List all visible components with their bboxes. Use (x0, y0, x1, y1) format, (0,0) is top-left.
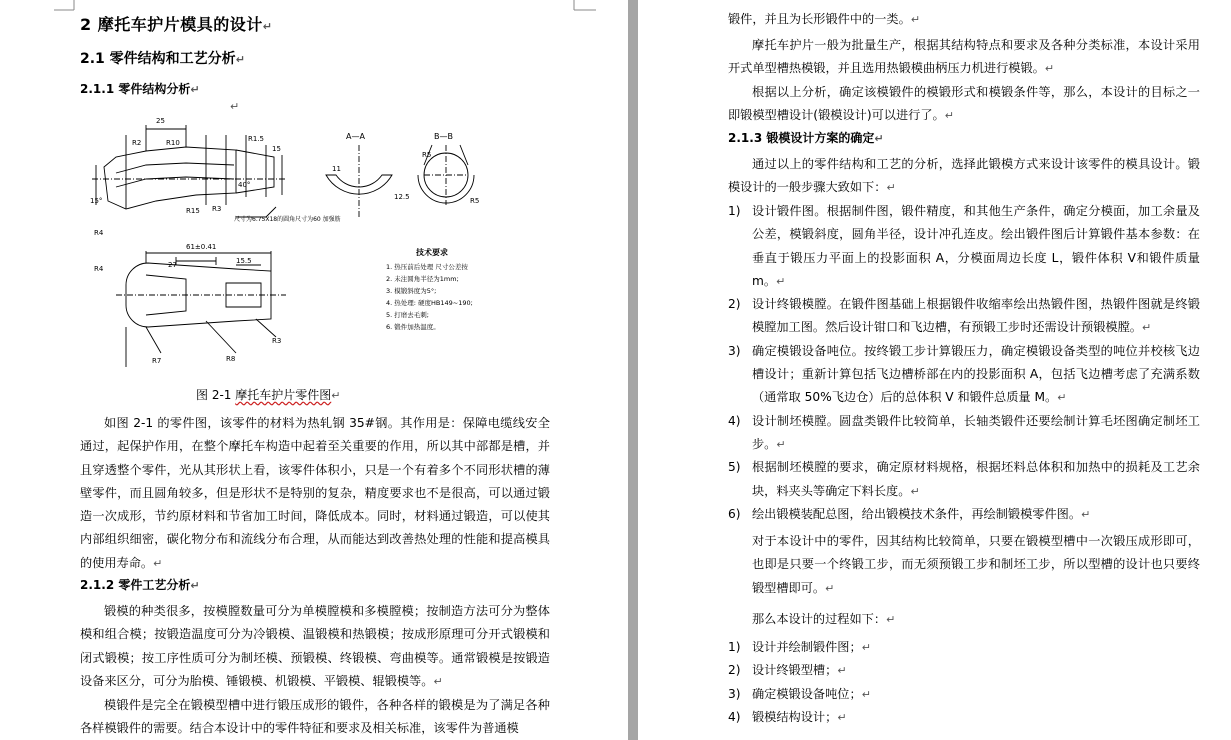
tech-item: 2. 未注圆角半径为1mm; (386, 275, 459, 283)
dim-label: R2 (132, 139, 142, 147)
tech-item: 4. 热处理: 硬度HB149~190; (386, 299, 473, 307)
dim-label: 27 (168, 261, 177, 269)
list-item: 6) 绘出锻模装配总图，给出锻模技术条件，再绘制锻模零件图。↵ (728, 506, 1091, 521)
section-label: A—A (346, 132, 365, 141)
list-item: 3) 确定模锻设备吨位。按终锻工步计算锻压力，确定模锻设备类型的吨位并校核飞边槽设计；重新计算包括飞边槽桥部在内的投影面积 A，包括飞边槽考虑了充满系数（通常取 50%飞边仓）后的总体积 V 和锻件总质量 M。↵ (728, 343, 1200, 405)
part-drawing[interactable] (86, 105, 496, 380)
dim-label: R8 (226, 355, 236, 363)
dim-label: R5 (422, 151, 432, 159)
subsection-heading: 2.1.1 零件结构分析↵ (80, 82, 200, 96)
note-label: 尺寸为6.75X18的圆角尺寸为60 加强筋 (234, 216, 341, 223)
subsection-heading: 2.1.2 零件工艺分析↵ (80, 578, 200, 592)
list-item: 1) 设计并绘制锻件图；↵ (728, 640, 871, 654)
tech-item: 6. 锻件加热温度。 (386, 323, 440, 331)
design-steps-list (728, 200, 1200, 526)
dim-label: R7 (152, 357, 162, 365)
dim-label: 15.5 (236, 257, 252, 265)
process-list (728, 636, 1200, 729)
dim-label: 25 (156, 117, 165, 125)
body-paragraph: 对于本设计中的零件，因其结构比较简单，只要在锻模型槽中一次锻压成形即可，也即是只要一个终锻工步，而无须预锻工步和制坯工步，所以型槽的设计也只要终锻型槽即可。↵ (752, 534, 1200, 595)
tech-title: 技术要求 (416, 248, 448, 257)
list-item: 5) 根据制坯模膛的要求，确定原材料规格，根据坯料总体积和加热中的损耗及工艺余块，料夹头等确定下料长度。↵ (728, 460, 1200, 498)
corner-mark-icon (566, 0, 596, 20)
page-gutter (628, 0, 638, 740)
body-paragraph: 如图 2-1 的零件图，该零件的材料为热轧钢 35#钢。其作用是：保障电缆线安全通过，起保护作用，在整个摩托车构造中起着至关重要的作用，所以其中部都是槽，并且穿透整个零件，光从其形状上看，该零件体积小，只是一个有着多个不同形状槽的薄壁零件，而且圆角较多，但是形状不是特别的复杂，精度要求也不是很高，可以通过锻造一次成形，节约原材料和节省加工时间，降低成本。同时，材料通过锻造，可以使其内部组织细密，碳化物分布和流线分布合理，从而能达到改善热处理的性能和提高模具的使用寿命。↵ (80, 416, 550, 570)
tech-item: 1. 热压前后处理 尺寸公差按 (386, 263, 468, 271)
dim-label: 61±0.41 (186, 243, 217, 251)
tech-item: 5. 打磨去毛刺; (386, 311, 429, 319)
list-item: 2) 设计终锻型槽；↵ (728, 663, 847, 678)
list-item: 1) 设计锻件图。根据制件图，锻件精度，和其他生产条件，确定分模面，加工余量及公差，模锻斜度，圆角半径，设计冲孔连皮。绘出锻件图后计算锻件基本参数：在垂直于锻压力平面上的投影面积 A，分模面周边长度 L，锻件体积 V和锻件质量 m。↵ (728, 204, 1200, 288)
body-paragraph: 锻件，并且为长形锻件中的一类。↵ (728, 12, 921, 26)
dim-label: R15 (186, 207, 200, 215)
dim-label: R3 (272, 337, 282, 345)
dim-label: 40° (238, 181, 251, 189)
body-paragraph: 锻模的种类很多，按模膛数量可分为单模膛模和多模膛模；按制造方法可分为整体模和组合模；按锻造温度可分为冷锻模、温锻模和热锻模；按成形原理可分开式锻模和闭式锻模；按工序性质可分为制坯模、预锻模、终锻模、弯曲模等。通常锻模是按锻造设备来区分，可分为胎模、锤锻模、机锻模、平锻模、辊锻模等。↵ (80, 604, 550, 688)
section-label: B—B (434, 132, 453, 141)
figure-caption: 图 2-1 摩托车护片零件图↵ (196, 388, 341, 402)
dim-label: 15° (90, 197, 103, 205)
list-item: 4) 设计制坯模膛。圆盘类锻件比较简单，长轴类锻件还要绘制计算毛坯图确定制坯工步。↵ (728, 413, 1200, 451)
dim-label: 11 (332, 165, 341, 173)
paragraph-mark-icon: ↵ (230, 100, 240, 113)
dim-label: 15 (272, 145, 281, 153)
tech-item: 3. 模锻斜度为5°; (386, 287, 437, 295)
body-paragraph: 那么本设计的过程如下：↵ (752, 612, 896, 626)
subsection-heading: 2.1.3 锻模设计方案的确定↵ (728, 131, 884, 145)
dim-label: R4 (94, 229, 104, 237)
list-item: 2) 设计终锻模膛。在锻件图基础上根据锻件收缩率绘出热锻件图，热锻件图就是终锻模膛加工图。然后设计钳口和飞边槽，有预锻工步时还需设计预锻模膛。↵ (728, 297, 1200, 335)
dim-label: R3 (212, 205, 222, 213)
dim-label: R5 (470, 197, 480, 205)
dim-label: R4 (94, 265, 104, 273)
list-item: 3) 确定模锻设备吨位；↵ (728, 686, 871, 701)
dim-label: R10 (166, 139, 180, 147)
section-heading: 2.1 零件结构和工艺分析↵ (80, 51, 245, 67)
dim-label: R1.5 (248, 135, 264, 143)
body-paragraph: 模锻件是完全在锻模型槽中进行锻压成形的锻件，各种各样的锻模是为了满足各种各样模锻件的需要。结合本设计中的零件特征和要求及相关标准，该零件为普通模 (80, 698, 550, 736)
chapter-heading: 2 摩托车护片模具的设计↵ (80, 15, 273, 34)
list-item: 4) 锻模结构设计；↵ (728, 709, 847, 724)
body-paragraph: 通过以上的零件结构和工艺的分析，选择此锻模方式来设计该零件的模具设计。锻模设计的一般步骤大致如下：↵ (728, 157, 1200, 195)
body-paragraph: 摩托车护片一般为批量生产，根据其结构特点和要求及各种分类标准，本设计采用开式单型槽热模锻，并且选用热锻模曲柄压力机进行模锻。↵ (728, 38, 1200, 76)
body-paragraph: 根据以上分析，确定该模锻件的模锻形式和模锻条件等，那么，本设计的目标之一即锻模型槽设计(锻模设计)可以进行了。↵ (728, 85, 1200, 123)
dim-label: 12.5 (394, 193, 410, 201)
